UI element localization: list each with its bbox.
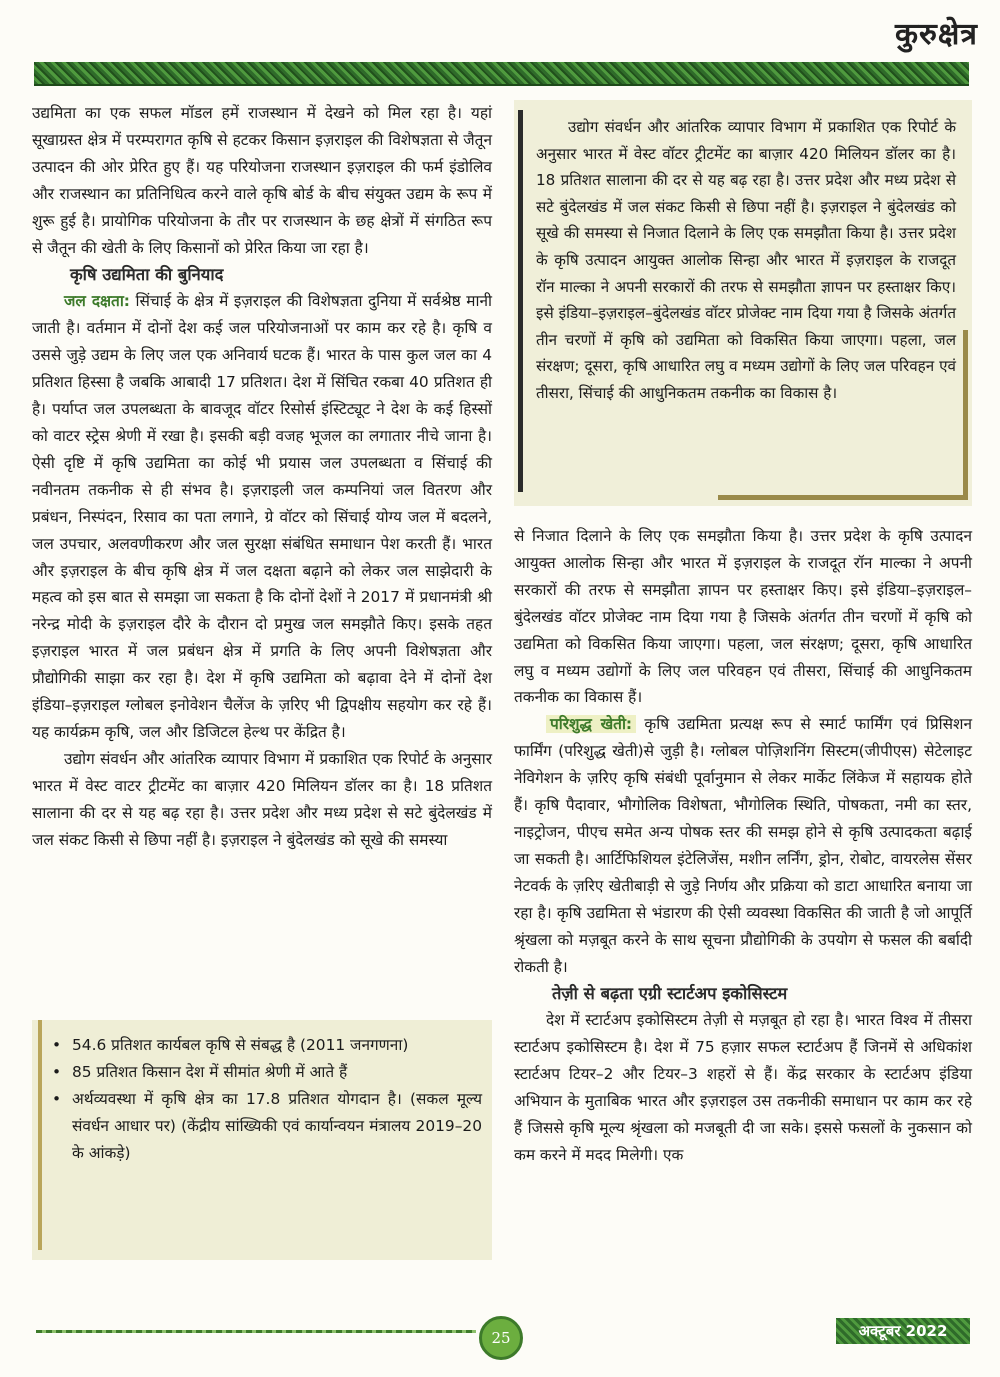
list-item: • अर्थव्यवस्था में कृषि क्षेत्र का 17.8 प्रतिशत योगदान है। (सकल मूल्य संवर्धन आधार पर) (केंद्रीय सांख्यिकी एवं कार्यान्वयन मंत्रालय 2019–20 के आंकड़े) (52, 1086, 482, 1167)
box-rule (718, 495, 968, 500)
paragraph: उद्योग संवर्धन और आंतरिक व्यापार विभाग में प्रकाशित एक रिपोर्ट के अनुसार भारत में वेस्ट वाटर ट्रीटमेंट का बाज़ार 420 मिलियन डॉलर का है। 18 प्रतिशत सालाना की दर से यह बढ़ रहा है। उत्तर प्रदेश और मध्य प्रदेश से सटे बुंदेलखंड में जल संकट किसी से छिपा नहीं है। इज़राइल ने बुंदेलखंड को सूखे की समस्या (32, 749, 492, 849)
section-heading: कृषि उद्यमिता की बुनियाद (70, 265, 224, 285)
paragraph-text: सिंचाई के क्षेत्र में इज़राइल की विशेषज्ञता दुनिया में सर्वश्रेष्ठ मानी जाती है। वर्तमान में दोनों देश कई जल परियोजनाओं पर काम कर रहे है। कृषि व उससे जुड़े उद्यम के लिए जल एक अनिवार्य घटक हैं। भारत के पास कुल जल का 4 प्रतिशत हिस्सा है जबकि आबादी 17 प्रतिशत। देश में सिंचित रकबा 40 प्रतिशत ही है। पर्याप्त जल उपलब्धता के बावजूद वॉटर रिसोर्स इंस्टिट्यूट ने देश के कई हिस्सों को वाटर स्ट्रेस श्रेणी में रखा है। इसकी बड़ी वजह भूजल का लगातार नीचे जाना है। ऐसी दृष्टि में कृषि उद्यमिता का कोई भी प्रयास जल उपलब्धता व सिंचाई की नवीनतम तकनीक से ही संभव है। इज़राइली जल कम्पनियां जल वितरण और प्रबंधन, निस्पंदन, रिसाव का पता लगाने, ग्रे वॉटर को सिंचाई योग्य जल में बदलने, जल उपचार, अलवणीकरण और जल सुरक्षा संबंधित समाधान पेश करती हैं। भारत और इज़राइल के बीच कृषि क्षेत्र में जल दक्षता बढ़ाने को लेकर जल साझेदारी के महत्व को इस बात से समझा जा सकता है कि दोनों देशों ने 2017 में प्रधानमंत्री श्री नरेन्द्र मोदी के इज़राइल दौरे के दौरान दो प्रमुख जल समझौते किए। इसके तहत इज़राइल भारत में जल प्रबंधन क्षेत्र में प्रगति के लिए अपनी विशेषज्ञता और प्रौद्योगिकी साझा कर रहा है। देश में कृषि उद्यमिता को बढ़ावा देने में दोनों देश इंडिया–इज़राइल ग्लोबल इनोवेशन चैलेंज के ज़रिए भी द्विपक्षीय सहयोग कर रहे हैं। यह कार्यक्रम कृषि, जल और डिजिटल हेल्थ पर केंद्रित है। (32, 292, 492, 741)
header-band (34, 62, 969, 86)
footer-rule (36, 1330, 476, 1333)
stats-box (32, 1020, 492, 1260)
paragraph (32, 288, 492, 745)
paragraph: देश में स्टार्टअप इकोसिस्टम तेज़ी से मज़बूत हो रहा है। भारत विश्व में तीसरा स्टार्टअप इकोसिस्टम है। देश में 75 हज़ार सफल स्टार्टअप हैं जिनमें से अधिकांश स्टार्टअप टियर–2 और टियर–3 शहरों से हैं। केंद्र सरकार के स्टार्टअप इंडिया अभियान के मुताबिक भारत और इज़राइल उस तकनीकी समाधान पर काम कर रहे हैं जिससे कृषि मूल्य श्रृंखला को मजबूती दी जा सके। इससे फसलों के नुकसान को कम करने में मदद मिलेगी। एक (514, 1011, 972, 1164)
lead-in: जल दक्षता: (64, 292, 130, 311)
paragraph-text: कृषि उद्यमिता प्रत्यक्ष रूप से स्मार्ट फार्मिंग एवं प्रिसिशन फार्मिंग (परिशुद्ध खेती)से जुड़ी है। ग्लोबल पोज़िशनिंग सिस्टम(जीपीएस) सेटेलाइट नेविगेशन के ज़रिए कृषि संबंधी पूर्वानुमान से लेकर मार्केट लिंकेज में सहायक होते हैं। कृषि पैदावार, भौगोलिक विशेषता, भौगोलिक स्थिति, पोषकता, नमी का स्तर, नाइट्रोजन, पीएच समेत अन्य पोषक स्तर की समझ होने से कृषि उत्पादकता बढ़ाई जा सकती है। आर्टिफिशियल इंटेलिजेंस, मशीन लर्निंग, ड्रोन, रोबोट, वायरलेस सेंसर नेटवर्क के ज़रिए खेतीबाड़ी से जुड़े निर्णय और प्रक्रिया को डाटा आधारित बनाया जा रहा है। कृषि उद्यमिता से भंडारण की ऐसी व्यवस्था विकसित की जाती है जो आपूर्ति श्रृंखला को मज़बूत करने के साथ सूचना प्रौद्योगिकी के उपयोग से फसल की बर्बादी रोकती है। (514, 715, 972, 976)
paragraph: उद्यमिता का एक सफल मॉडल हमें राजस्थान में देखने को मिल रहा है। यहां सूखाग्रस्त क्षेत्र में परम्परागत कृषि से हटकर किसान इज़राइल की विशेषज्ञता से जैतून उत्पादन की ओर प्रेरित हुए हैं। यह परियोजना राजस्थान इज़राइल की फर्म इंडोलिव और राजस्थान का प्रतिनिधित्व करने वाले कृषि बोर्ड के बीच संयुक्त उद्यम के रूप में शुरू हुई है। प्रायोगिक परियोजना के तौर पर राजस्थान के छह क्षेत्रों में संगठित रूप से जैतून की खेती के लिए किसानों को प्रेरित किया जा रहा है। (32, 104, 492, 257)
issue-date: अक्टूबर 2022 (836, 1318, 970, 1344)
pull-quote-box (514, 100, 972, 506)
paragraph (514, 711, 972, 980)
list-item: • 85 प्रतिशत किसान देश में सीमांत श्रेणी में आते हैं (52, 1059, 482, 1086)
box-rule (518, 110, 523, 492)
magazine-title: कुरुक्षेत्र (894, 17, 978, 52)
left-column (32, 100, 492, 853)
box-rule (38, 1020, 42, 1250)
pull-quote-text: उद्योग संवर्धन और आंतरिक व्यापार विभाग में प्रकाशित एक रिपोर्ट के अनुसार भारत में वेस्ट वॉटर ट्रीटमेंट का बाज़ार 420 मिलियन डॉलर का है। 18 प्रतिशत सालाना की दर से यह बढ़ रहा है। उत्तर प्रदेश और मध्य प्रदेश से सटे बुंदेलखंड में जल संकट किसी से छिपा नहीं है। इज़राइल ने बुंदेलखंड को सूखे की समस्या से निजात दिलाने के लिए एक समझौता किया है। उत्तर प्रदेश के कृषि उत्पादन आयुक्त आलोक सिन्हा और भारत में इज़राइल के राजदूत रॉन माल्का ने अपनी सरकारों की तरफ से समझौता ज्ञापन पर हस्ताक्षर किए। इसे इंडिया–इज़राइल–बुंदेलखंड वॉटर प्रोजेक्ट नाम दिया गया है जिसके अंतर्गत तीन चरणों में कृषि को उद्यमिता को विकसित किया जाएगा। पहला, जल संरक्षण; दूसरा, कृषि आधारित लघु व मध्यम उद्योगों के लिए जल परिवहन एवं तीसरा, सिंचाई की आधुनिकतम तकनीक का विकास है। (536, 118, 956, 402)
right-column (514, 523, 972, 1169)
box-rule (963, 330, 968, 500)
list-item: • 54.6 प्रतिशत कार्यबल कृषि से संबद्ध है (2011 जनगणना) (52, 1032, 482, 1059)
section-heading: तेज़ी से बढ़ता एग्री स्टार्टअप इकोसिस्टम (552, 984, 788, 1004)
stats-list (52, 1032, 482, 1167)
lead-in: परिशुद्ध खेती: (546, 715, 636, 733)
paragraph: से निजात दिलाने के लिए एक समझौता किया है। उत्तर प्रदेश के कृषि उत्पादन आयुक्त आलोक सिन्हा और भारत में इज़राइल के राजदूत रॉन माल्का ने अपनी सरकारों की तरफ से समझौता ज्ञापन पर हस्ताक्षर किए। इसे इंडिया–इज़राइल–बुंदेलखंड वॉटर प्रोजेक्ट नाम दिया गया है जिसके अंतर्गत तीन चरणों में कृषि को उद्यमिता को विकसित किया जाएगा। पहला, जल संरक्षण; दूसरा, कृषि आधारित लघु व मध्यम उद्योगों के लिए जल परिवहन एवं तीसरा, सिंचाई की आधुनिकतम तकनीक का विकास हैं। (514, 527, 972, 707)
page-number: 25 (479, 1316, 523, 1360)
